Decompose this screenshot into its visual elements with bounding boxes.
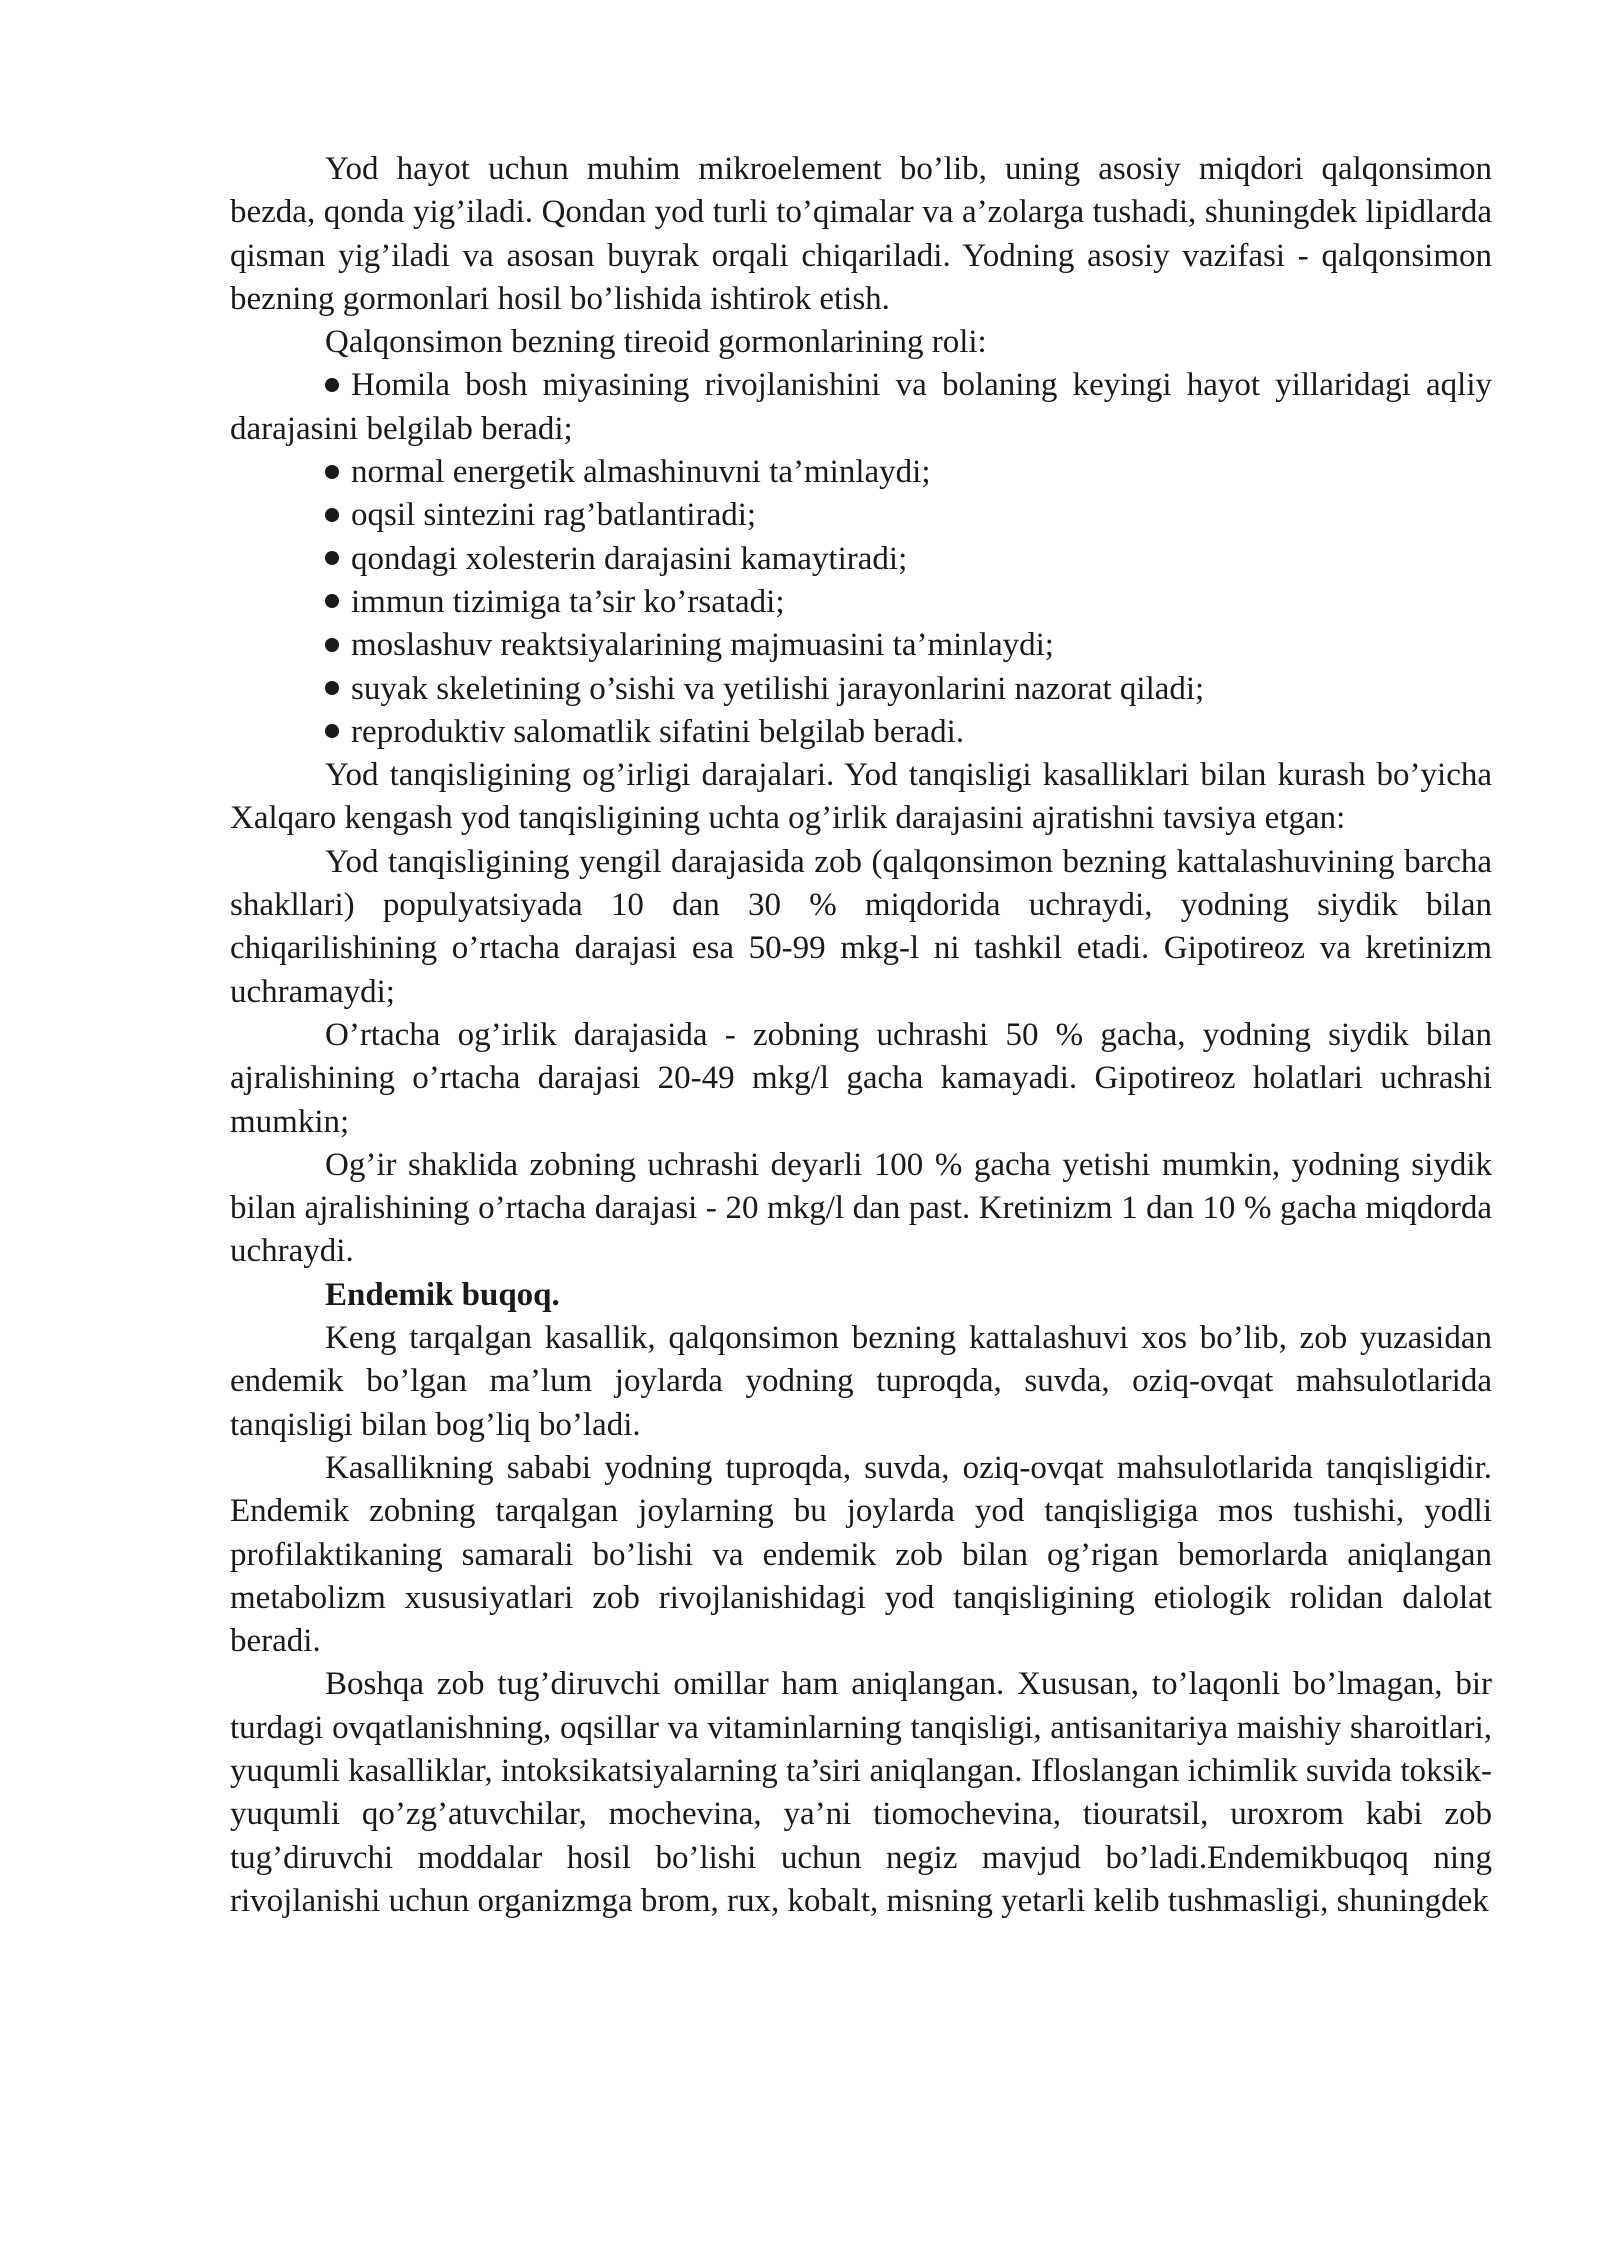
paragraph-endemic-cause: Kasallikning sababi yodning tuproqda, suvda, oziq-ovqat mahsulotlarida tanqisligidir. Endemik zobning tarqalgan joylarning bu joylarda yod tanqisligiga mos tushishi, yodli profilaktikaning samarali bo’lishi va endemik zob bilan og’rigan bemorlarda aniqlangan metabolizm xususiyatlari zob rivojlanishidagi yod tanqisligining etiologik rolidan dalolat beradi. — [230, 1449, 1492, 1660]
document-page — [230, 148, 1492, 1923]
bullet-icon — [325, 638, 339, 652]
bullet-icon — [325, 594, 339, 608]
section-heading: Endemik buqoq. — [325, 1276, 560, 1313]
paragraph-other-factors: Boshqa zob tug’diruvchi omillar ham aniqlangan. Xususan, to’laqonli bo’lmagan, bir turdagi ovqatlanishning, oqsillar va vitaminlarning tanqisligi, antisanitariya maishiy sharoitlari, yuqumli kasalliklar, intoksikatsiyalarning ta’siri aniqlangan. Ifloslangan ichimlik suvida toksik-yuqumli qo’zg’atuvchilar, mochevina, ya’ni tiomochevina, tiouratsil, uroxrom kabi zob tug’diruvchi moddalar hosil bo’lishi uchun negiz mavjud bo’ladi.Endemikbuqoq ning rivojlanishi uchun organizmga brom, rux, kobalt, misning yetarli kelib tushmasligi, shuningdek — [230, 1666, 1492, 1919]
paragraph-moderate-level: O’rtacha og’irlik darajasida - zobning uchrashi 50 % gacha, yodning siydik bilan ajralishining o’rtacha darajasi 20-49 mkg/l gacha kamayadi. Gipotireoz holatlari uchrashi mumkin; — [230, 1016, 1492, 1140]
paragraph-severe-level: Og’ir shaklida zobning uchrashi deyarli 100 % gacha yetishi mumkin, yodning siydik bilan ajralishining o’rtacha darajasi - 20 mkg/l dan past. Kretinizm 1 dan 10 % gacha miqdorda uchraydi. — [230, 1146, 1492, 1270]
paragraph-thyroid-roles-heading: Qalqonsimon bezning tireoid gormonlarining roli: — [325, 324, 987, 361]
bullet-icon — [325, 681, 339, 695]
list-item: moslashuv reaktsiyalarining majmuasini ta’minlaydi; — [230, 624, 1492, 667]
paragraph-intro: Yod hayot uchun muhim mikroelement bo’lib, uning asosiy miqdori qalqonsimon bezda, qonda yig’iladi. Qondan yod turli to’qimalar va a’zolarga tushadi, shuningdek lipidlarda qisman yig’iladi va asosan buyrak orqali chiqariladi. Yodning asosiy vazifasi - qalqonsimon bezning gormonlari hosil bo’lishida ishtirok etish. — [230, 151, 1492, 317]
list-item: reproduktiv salomatlik sifatini belgilab beradi. — [230, 711, 1492, 754]
paragraph-mild-level: Yod tanqisligining yengil darajasida zob (qalqonsimon bezning kattalashuvining barcha shakllari) populyatsiyada 10 dan 30 % miqdorida uchraydi, yodning siydik bilan chiqarilishining o’rtacha darajasi esa 50-99 mkg-l ni tashkil etadi. Gipotireoz va kretinizm uchramaydi; — [230, 843, 1492, 1010]
list-item: suyak skeletining o’sishi va yetilishi jarayonlarini nazorat qiladi; — [230, 668, 1492, 711]
list-item: immun tizimiga ta’sir ko’rsatadi; — [230, 581, 1492, 624]
paragraph-deficiency-levels: Yod tanqisligining og’irligi darajalari. Yod tanqisligi kasalliklari bilan kurash bo’yicha Xalqaro kengash yod tanqisligining uchta og’irlik darajasini ajratishni tavsiya etgan: — [230, 757, 1492, 837]
list-item: Homila bosh miyasining rivojlanishini va bolaning keyingi hayot yillaridagi aqliy darajasini belgilab beradi; — [230, 367, 1492, 447]
list-item: qondagi xolesterin darajasini kamaytiradi; — [230, 538, 1492, 581]
bullet-icon — [325, 551, 339, 565]
list-item: normal energetik almashinuvni ta’minlaydi; — [230, 451, 1492, 494]
list-item: oqsil sintezini rag’batlantiradi; — [230, 494, 1492, 537]
bullet-icon — [325, 465, 339, 479]
paragraph-endemic-definition: Keng tarqalgan kasallik, qalqonsimon bezning kattalashuvi xos bo’lib, zob yuzasidan endemik bo’lgan ma’lum joylarda yodning tuproqda, suvda, oziq-ovqat mahsulotlarida tanqisligi bilan bog’liq bo’ladi. — [230, 1320, 1492, 1443]
bullet-icon — [325, 724, 339, 738]
bullet-list — [230, 364, 1492, 754]
bullet-icon — [325, 378, 339, 392]
bullet-icon — [325, 508, 339, 522]
